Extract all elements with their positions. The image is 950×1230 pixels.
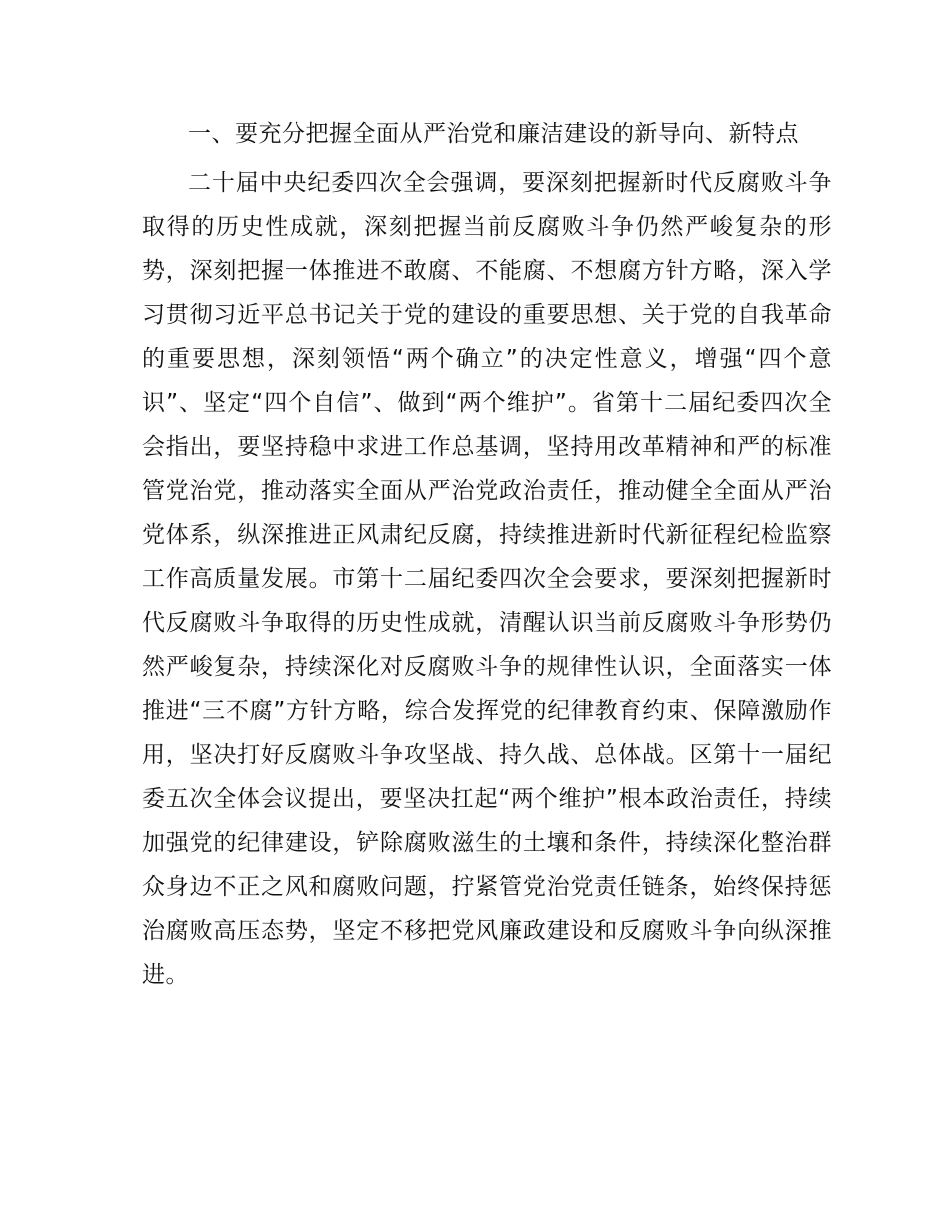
body-paragraph: 二十届中央纪委四次全会强调，要深刻把握新时代反腐败斗争取得的历史性成就，深刻把握当前反腐败斗争仍然严峻复杂的形势，深刻把握一体推进不敢腐、不能腐、不想腐方针方略，深入学习贯彻习近平总书记关于党的建设的重要思想、关于党的自我革命的重要思想，深刻领悟“两个确立”的决定性意义，增强“四个意识”、坚定“四个自信”、做到“两个维护”。省第十二届纪委四次全会指出，要坚持稳中求进工作总基调，坚持用改革精神和严的标准管党治党，推动落实全面从严治党政治责任，推动健全全面从严治党体系，纵深推进正风肃纪反腐，持续推进新时代新征程纪检监察工作高质量发展。市第十二届纪委四次全会要求，要深刻把握新时代反腐败斗争取得的历史性成就，清醒认识当前反腐败斗争形势仍然严峻复杂，持续深化对反腐败斗争的规律性认识，全面落实一体推进“三不腐”方针方略，综合发挥党的纪律教育约束、保障激励作用，坚决打好反腐败斗争攻坚战、持久战、总体战。区第十一届纪委五次全体会议提出，要坚决扛起“两个维护”根本政治责任，持续加强党的纪律建设，铲除腐败滋生的土壤和条件，持续深化整治群众身边不正之风和腐败问题，拧紧管党治党责任链条，始终保持惩治腐败高压态势，坚定不移把党风廉政建设和反腐败斗争向纵深推进。 [142, 170, 832, 988]
document-page [142, 112, 832, 997]
section-heading: 一、要充分把握全面从严治党和廉洁建设的新导向、新特点 [188, 121, 799, 147]
